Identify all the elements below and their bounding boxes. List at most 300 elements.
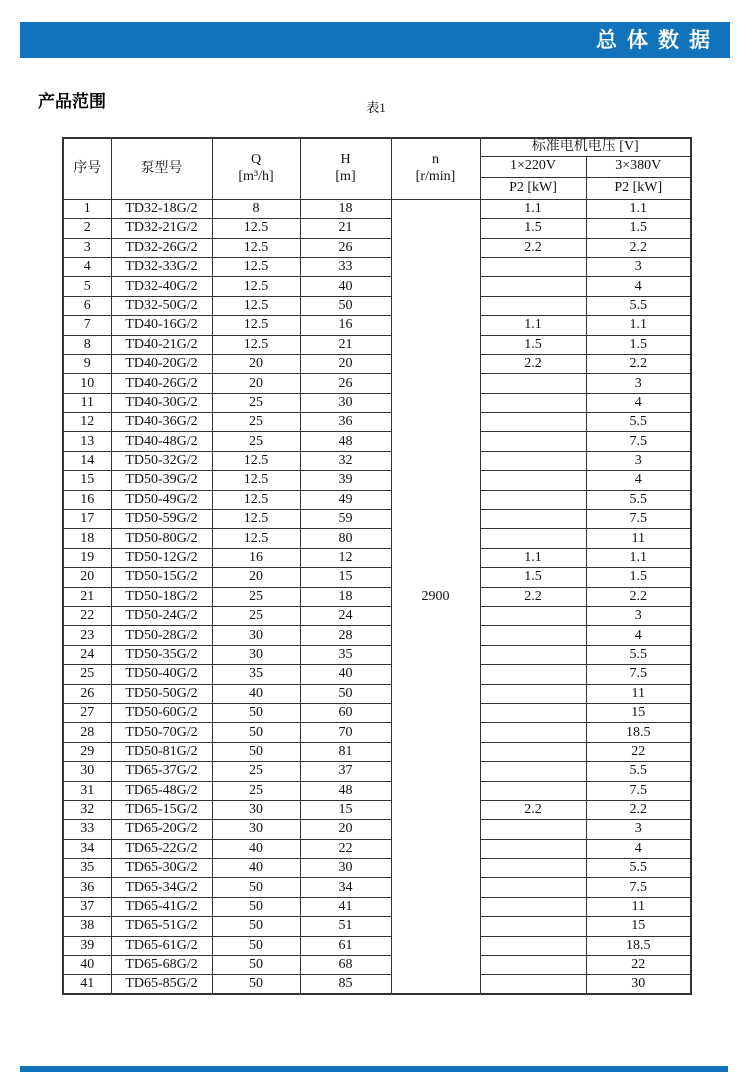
- cell-p2-380v: 15: [586, 917, 691, 936]
- bottom-accent-bar: [20, 1066, 728, 1072]
- flow-unit: [m³/h]: [238, 168, 274, 184]
- cell-flow: 50: [212, 703, 300, 722]
- table-row: [63, 975, 691, 994]
- table-row: [63, 354, 691, 373]
- cell-head: 50: [300, 296, 391, 315]
- cell-model: TD32-50G/2: [111, 296, 212, 315]
- cell-head: 39: [300, 471, 391, 490]
- table-row: [63, 277, 691, 296]
- table-row: [63, 762, 691, 781]
- cell-model: TD40-21G/2: [111, 335, 212, 354]
- table-row: [63, 529, 691, 548]
- table-row: [63, 956, 691, 975]
- cell-head: 32: [300, 451, 391, 470]
- cell-p2-380v: 15: [586, 703, 691, 722]
- cell-index: 13: [63, 432, 111, 451]
- cell-index: 32: [63, 800, 111, 819]
- cell-p2-380v: 3: [586, 820, 691, 839]
- cell-p2-380v: 22: [586, 956, 691, 975]
- cell-index: 16: [63, 490, 111, 509]
- cell-head: 26: [300, 374, 391, 393]
- cell-model: TD65-68G/2: [111, 956, 212, 975]
- cell-p2-380v: 5.5: [586, 859, 691, 878]
- cell-index: 14: [63, 451, 111, 470]
- cell-index: 1: [63, 199, 111, 218]
- section-title: 产品范围: [38, 92, 106, 111]
- cell-flow: 12.5: [212, 451, 300, 470]
- cell-model: TD65-37G/2: [111, 762, 212, 781]
- cell-p2-220v: 2.2: [480, 587, 586, 606]
- cell-flow: 12.5: [212, 529, 300, 548]
- cell-index: 29: [63, 742, 111, 761]
- table-row: [63, 936, 691, 955]
- cell-head: 36: [300, 413, 391, 432]
- cell-head: 80: [300, 529, 391, 548]
- cell-model: TD65-34G/2: [111, 878, 212, 897]
- col-header-380v: 3×380V: [586, 156, 691, 177]
- cell-flow: 30: [212, 800, 300, 819]
- cell-flow: 25: [212, 607, 300, 626]
- cell-head: 30: [300, 859, 391, 878]
- cell-model: TD50-32G/2: [111, 451, 212, 470]
- table-row: [63, 607, 691, 626]
- cell-index: 4: [63, 257, 111, 276]
- cell-model: TD50-80G/2: [111, 529, 212, 548]
- table-row: [63, 548, 691, 567]
- cell-model: TD65-61G/2: [111, 936, 212, 955]
- cell-p2-220v: 2.2: [480, 238, 586, 257]
- cell-p2-220v: [480, 859, 586, 878]
- cell-head: 12: [300, 548, 391, 567]
- cell-model: TD50-70G/2: [111, 723, 212, 742]
- cell-p2-380v: 5.5: [586, 490, 691, 509]
- cell-model: TD32-40G/2: [111, 277, 212, 296]
- cell-index: 18: [63, 529, 111, 548]
- cell-p2-380v: 1.5: [586, 568, 691, 587]
- cell-flow: 50: [212, 878, 300, 897]
- cell-flow: 50: [212, 975, 300, 994]
- cell-p2-220v: [480, 665, 586, 684]
- cell-index: 41: [63, 975, 111, 994]
- cell-p2-380v: 4: [586, 277, 691, 296]
- cell-flow: 20: [212, 568, 300, 587]
- cell-p2-220v: [480, 742, 586, 761]
- cell-p2-380v: 7.5: [586, 510, 691, 529]
- cell-model: TD50-59G/2: [111, 510, 212, 529]
- table-row: [63, 800, 691, 819]
- cell-p2-380v: 1.1: [586, 199, 691, 218]
- cell-p2-220v: [480, 626, 586, 645]
- cell-head: 16: [300, 316, 391, 335]
- cell-head: 35: [300, 645, 391, 664]
- head-symbol: H: [340, 152, 351, 168]
- cell-index: 35: [63, 859, 111, 878]
- cell-flow: 50: [212, 742, 300, 761]
- cell-head: 81: [300, 742, 391, 761]
- cell-p2-220v: 1.5: [480, 568, 586, 587]
- cell-p2-380v: 7.5: [586, 781, 691, 800]
- cell-p2-380v: 11: [586, 897, 691, 916]
- cell-p2-380v: 5.5: [586, 413, 691, 432]
- table-row: [63, 723, 691, 742]
- cell-p2-220v: [480, 762, 586, 781]
- table-row: [63, 781, 691, 800]
- cell-model: TD65-15G/2: [111, 800, 212, 819]
- table-row: [63, 626, 691, 645]
- cell-head: 50: [300, 684, 391, 703]
- cell-index: 23: [63, 626, 111, 645]
- cell-flow: 50: [212, 917, 300, 936]
- table-row: [63, 665, 691, 684]
- cell-p2-380v: 4: [586, 471, 691, 490]
- cell-head: 60: [300, 703, 391, 722]
- cell-model: TD40-30G/2: [111, 393, 212, 412]
- table-row: [63, 897, 691, 916]
- cell-p2-220v: 1.1: [480, 316, 586, 335]
- cell-index: 15: [63, 471, 111, 490]
- col-header-head: [300, 138, 391, 199]
- cell-head: 15: [300, 568, 391, 587]
- cell-model: TD40-36G/2: [111, 413, 212, 432]
- table-caption: 表1: [366, 100, 386, 115]
- cell-index: 31: [63, 781, 111, 800]
- cell-flow: 12.5: [212, 335, 300, 354]
- cell-p2-380v: 1.5: [586, 219, 691, 238]
- cell-model: TD32-21G/2: [111, 219, 212, 238]
- cell-index: 8: [63, 335, 111, 354]
- col-header-p2-380v: P2 [kW]: [586, 177, 691, 199]
- table-row: [63, 413, 691, 432]
- cell-index: 27: [63, 703, 111, 722]
- cell-p2-220v: 2.2: [480, 800, 586, 819]
- table-row: [63, 645, 691, 664]
- cell-p2-380v: 3: [586, 374, 691, 393]
- cell-model: TD50-50G/2: [111, 684, 212, 703]
- cell-model: TD40-26G/2: [111, 374, 212, 393]
- cell-p2-380v: 18.5: [586, 936, 691, 955]
- cell-head: 30: [300, 393, 391, 412]
- cell-model: TD40-16G/2: [111, 316, 212, 335]
- table-row: [63, 587, 691, 606]
- table-body: [63, 199, 691, 994]
- cell-p2-380v: 7.5: [586, 878, 691, 897]
- col-header-220v: 1×220V: [480, 156, 586, 177]
- cell-p2-220v: [480, 936, 586, 955]
- table-row: [63, 296, 691, 315]
- cell-flow: 20: [212, 374, 300, 393]
- cell-index: 9: [63, 354, 111, 373]
- cell-head: 33: [300, 257, 391, 276]
- cell-p2-380v: 30: [586, 975, 691, 994]
- cell-p2-220v: [480, 607, 586, 626]
- cell-p2-380v: 11: [586, 684, 691, 703]
- cell-p2-220v: [480, 878, 586, 897]
- cell-head: 59: [300, 510, 391, 529]
- cell-flow: 12.5: [212, 238, 300, 257]
- cell-flow: 8: [212, 199, 300, 218]
- cell-head: 61: [300, 936, 391, 955]
- cell-head: 48: [300, 432, 391, 451]
- cell-p2-380v: 1.1: [586, 316, 691, 335]
- cell-p2-380v: 18.5: [586, 723, 691, 742]
- cell-index: 5: [63, 277, 111, 296]
- table-row: [63, 432, 691, 451]
- table-row: [63, 257, 691, 276]
- cell-p2-380v: 3: [586, 607, 691, 626]
- table-row: [63, 703, 691, 722]
- cell-index: 11: [63, 393, 111, 412]
- cell-flow: 12.5: [212, 296, 300, 315]
- cell-flow: 25: [212, 781, 300, 800]
- cell-flow: 25: [212, 762, 300, 781]
- cell-index: 37: [63, 897, 111, 916]
- cell-flow: 40: [212, 839, 300, 858]
- cell-head: 26: [300, 238, 391, 257]
- cell-p2-380v: 5.5: [586, 296, 691, 315]
- cell-p2-220v: [480, 703, 586, 722]
- cell-p2-220v: [480, 917, 586, 936]
- col-header-motor-voltage: 标准电机电压 [V]: [480, 138, 691, 156]
- cell-p2-380v: 3: [586, 451, 691, 470]
- cell-p2-220v: [480, 529, 586, 548]
- cell-head: 21: [300, 219, 391, 238]
- cell-flow: 40: [212, 684, 300, 703]
- cell-p2-380v: 5.5: [586, 762, 691, 781]
- cell-p2-380v: 2.2: [586, 354, 691, 373]
- cell-p2-380v: 1.1: [586, 548, 691, 567]
- cell-model: TD65-22G/2: [111, 839, 212, 858]
- cell-index: 24: [63, 645, 111, 664]
- table-row: [63, 451, 691, 470]
- head-unit: [m]: [335, 168, 356, 184]
- cell-flow: 25: [212, 587, 300, 606]
- cell-p2-220v: [480, 723, 586, 742]
- cell-flow: 50: [212, 897, 300, 916]
- table-row: [63, 568, 691, 587]
- table-row: [63, 199, 691, 218]
- cell-head: 40: [300, 277, 391, 296]
- cell-flow: 40: [212, 859, 300, 878]
- cell-index: 38: [63, 917, 111, 936]
- cell-p2-220v: [480, 374, 586, 393]
- cell-flow: 12.5: [212, 316, 300, 335]
- table-row: [63, 839, 691, 858]
- cell-p2-220v: [480, 490, 586, 509]
- cell-p2-380v: 2.2: [586, 238, 691, 257]
- table-row: [63, 859, 691, 878]
- cell-head: 21: [300, 335, 391, 354]
- cell-model: TD65-85G/2: [111, 975, 212, 994]
- cell-head: 41: [300, 897, 391, 916]
- cell-p2-380v: 1.5: [586, 335, 691, 354]
- col-header-model: 泵型号: [111, 138, 212, 199]
- cell-p2-220v: [480, 975, 586, 994]
- col-header-flow: [212, 138, 300, 199]
- table-row: [63, 490, 691, 509]
- cell-index: 40: [63, 956, 111, 975]
- cell-flow: 16: [212, 548, 300, 567]
- cell-index: 19: [63, 548, 111, 567]
- cell-p2-380v: 2.2: [586, 587, 691, 606]
- cell-index: 10: [63, 374, 111, 393]
- cell-model: TD50-28G/2: [111, 626, 212, 645]
- page-header-title: 总体数据: [596, 28, 720, 52]
- cell-model: TD50-18G/2: [111, 587, 212, 606]
- cell-index: 3: [63, 238, 111, 257]
- cell-flow: 50: [212, 723, 300, 742]
- flow-symbol: Q: [250, 152, 262, 168]
- cell-flow: 12.5: [212, 490, 300, 509]
- cell-index: 33: [63, 820, 111, 839]
- cell-head: 51: [300, 917, 391, 936]
- speed-symbol: n: [432, 152, 439, 168]
- cell-p2-220v: [480, 510, 586, 529]
- cell-model: TD50-49G/2: [111, 490, 212, 509]
- cell-p2-380v: 22: [586, 742, 691, 761]
- cell-p2-220v: [480, 393, 586, 412]
- cell-index: 28: [63, 723, 111, 742]
- cell-flow: 12.5: [212, 257, 300, 276]
- cell-index: 36: [63, 878, 111, 897]
- cell-model: TD32-33G/2: [111, 257, 212, 276]
- cell-index: 6: [63, 296, 111, 315]
- cell-index: 17: [63, 510, 111, 529]
- cell-p2-220v: [480, 956, 586, 975]
- cell-p2-380v: 5.5: [586, 645, 691, 664]
- table-row: [63, 374, 691, 393]
- cell-p2-380v: 4: [586, 393, 691, 412]
- table-row: [63, 238, 691, 257]
- cell-p2-220v: [480, 451, 586, 470]
- table-row: [63, 393, 691, 412]
- cell-p2-220v: 1.5: [480, 219, 586, 238]
- col-header-p2-220v: P2 [kW]: [480, 177, 586, 199]
- cell-model: TD65-30G/2: [111, 859, 212, 878]
- cell-flow: 12.5: [212, 219, 300, 238]
- cell-p2-220v: [480, 839, 586, 858]
- cell-head: 85: [300, 975, 391, 994]
- cell-p2-380v: 11: [586, 529, 691, 548]
- cell-model: TD65-48G/2: [111, 781, 212, 800]
- cell-flow: 35: [212, 665, 300, 684]
- cell-index: 20: [63, 568, 111, 587]
- cell-model: TD32-18G/2: [111, 199, 212, 218]
- cell-p2-220v: 2.2: [480, 354, 586, 373]
- cell-index: 26: [63, 684, 111, 703]
- cell-p2-220v: [480, 897, 586, 916]
- cell-flow: 12.5: [212, 277, 300, 296]
- cell-p2-220v: 1.1: [480, 548, 586, 567]
- cell-head: 15: [300, 800, 391, 819]
- cell-head: 40: [300, 665, 391, 684]
- cell-head: 18: [300, 587, 391, 606]
- cell-head: 24: [300, 607, 391, 626]
- cell-head: 28: [300, 626, 391, 645]
- cell-p2-220v: [480, 471, 586, 490]
- table-row: [63, 219, 691, 238]
- cell-p2-220v: [480, 296, 586, 315]
- col-header-speed: [391, 138, 480, 199]
- cell-flow: 30: [212, 626, 300, 645]
- cell-index: 21: [63, 587, 111, 606]
- cell-index: 39: [63, 936, 111, 955]
- cell-head: 18: [300, 199, 391, 218]
- cell-model: TD50-12G/2: [111, 548, 212, 567]
- cell-model: TD50-81G/2: [111, 742, 212, 761]
- cell-model: TD65-20G/2: [111, 820, 212, 839]
- cell-head: 70: [300, 723, 391, 742]
- cell-flow: 25: [212, 393, 300, 412]
- cell-flow: 25: [212, 413, 300, 432]
- cell-p2-220v: 1.5: [480, 335, 586, 354]
- cell-index: 22: [63, 607, 111, 626]
- cell-flow: 25: [212, 432, 300, 451]
- col-header-index: 序号: [63, 138, 111, 199]
- cell-index: 2: [63, 219, 111, 238]
- cell-flow: 12.5: [212, 471, 300, 490]
- cell-p2-220v: [480, 432, 586, 451]
- table-row: [63, 742, 691, 761]
- cell-p2-220v: [480, 820, 586, 839]
- cell-model: TD50-39G/2: [111, 471, 212, 490]
- speed-unit: [r/min]: [415, 168, 456, 184]
- cell-index: 34: [63, 839, 111, 858]
- cell-head: 34: [300, 878, 391, 897]
- cell-index: 30: [63, 762, 111, 781]
- table-row: [63, 820, 691, 839]
- cell-flow: 20: [212, 354, 300, 373]
- cell-p2-380v: 4: [586, 839, 691, 858]
- cell-p2-220v: [480, 645, 586, 664]
- table-row: [63, 917, 691, 936]
- cell-model: TD40-48G/2: [111, 432, 212, 451]
- cell-model: TD65-41G/2: [111, 897, 212, 916]
- cell-p2-380v: 7.5: [586, 432, 691, 451]
- cell-flow: 50: [212, 956, 300, 975]
- table-row: [63, 335, 691, 354]
- cell-p2-220v: [480, 781, 586, 800]
- cell-p2-380v: 7.5: [586, 665, 691, 684]
- cell-model: TD65-51G/2: [111, 917, 212, 936]
- cell-index: 25: [63, 665, 111, 684]
- cell-head: 68: [300, 956, 391, 975]
- cell-head: 22: [300, 839, 391, 858]
- cell-flow: 50: [212, 936, 300, 955]
- cell-p2-220v: [480, 684, 586, 703]
- cell-model: TD40-20G/2: [111, 354, 212, 373]
- cell-index: 7: [63, 316, 111, 335]
- cell-p2-220v: [480, 257, 586, 276]
- cell-p2-380v: 4: [586, 626, 691, 645]
- cell-model: TD50-24G/2: [111, 607, 212, 626]
- cell-model: TD50-60G/2: [111, 703, 212, 722]
- cell-model: TD32-26G/2: [111, 238, 212, 257]
- cell-speed: 2900: [391, 199, 480, 994]
- cell-head: 20: [300, 820, 391, 839]
- cell-flow: 30: [212, 645, 300, 664]
- cell-p2-220v: [480, 413, 586, 432]
- cell-flow: 12.5: [212, 510, 300, 529]
- table-row: [63, 471, 691, 490]
- cell-p2-380v: 2.2: [586, 800, 691, 819]
- cell-head: 48: [300, 781, 391, 800]
- cell-head: 37: [300, 762, 391, 781]
- table-row: [63, 878, 691, 897]
- cell-index: 12: [63, 413, 111, 432]
- cell-model: TD50-35G/2: [111, 645, 212, 664]
- page-header-bar: [20, 22, 730, 58]
- cell-head: 49: [300, 490, 391, 509]
